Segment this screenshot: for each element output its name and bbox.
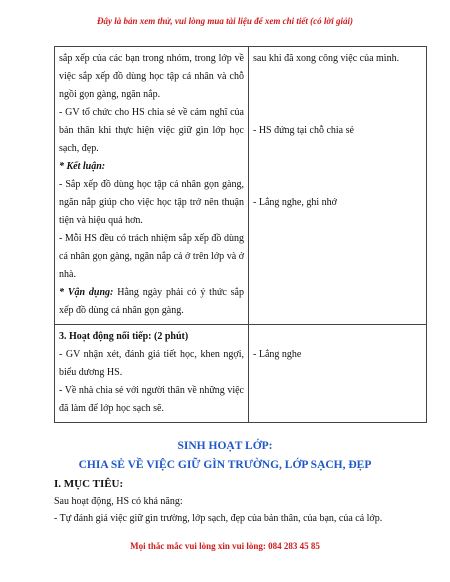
student-response: - Lắng nghe (253, 349, 302, 360)
section-title: SINH HOẠT LỚP: (177, 440, 273, 452)
student-activity-cell (249, 325, 427, 423)
apply-text: Hằng ngày phải có ý thức sắp xếp đồ dùng cá nhân gọn gàng. (59, 287, 244, 316)
conclusion-item: - Mỗi HS đều có trách nhiệm sắp xếp đồ dùng cá nhân gọn gàng, ngăn nắp cả ở trên lớp và ở nhà. (59, 233, 244, 280)
lesson-plan-table (54, 46, 427, 423)
table-row (55, 47, 427, 325)
body-text: - Tự đánh giá việc giữ gìn trường, lớp sạch, đẹp của bản thân, của bạn, của cả lớp. (54, 513, 383, 524)
student-activity-cell (249, 47, 427, 325)
activity-paragraph: - GV tổ chức cho HS chia sẻ về cảm nghĩ của bản thân khi thực hiện việc giữ gìn lớp học sạch, đẹp. (59, 107, 244, 154)
objectives-heading: I. MỤC TIÊU: (54, 478, 124, 490)
activity-title: 3. Hoạt động nối tiếp: (2 phút) (59, 331, 189, 342)
activity-paragraph: - Về nhà chia sẻ với người thân về những việc đã làm để lớp học sạch sẽ. (59, 385, 244, 414)
activity-paragraph: sắp xếp của các bạn trong nhóm, trong lớp về việc sắp xếp đồ dùng học tập cá nhân và chỗ ngồi gọn gàng, ngăn nắp. (59, 53, 244, 100)
preview-notice: Đây là bản xem thử, vui lòng mua tài liệu để xem chi tiết (có lời giải) (97, 16, 353, 26)
activity-paragraph: - GV nhận xét, đánh giá tiết học, khen ngợi, biểu dương HS. (59, 349, 244, 378)
student-response: - HS đứng tại chỗ chia sẻ (253, 125, 354, 136)
conclusion-label: * Kết luận: (59, 161, 106, 172)
apply-label: * Vận dụng: (59, 287, 114, 298)
student-response: sau khi đã xong công việc của mình. (253, 53, 400, 64)
section-subtitle: CHIA SẺ VỀ VIỆC GIỮ GÌN TRƯỜNG, LỚP SẠCH, ĐẸP (78, 459, 372, 471)
body-text: Sau hoạt động, HS có khả năng: (54, 496, 183, 507)
table-row (55, 325, 427, 423)
apply-paragraph (59, 284, 244, 320)
contact-notice: Mọi thắc mắc vui lòng xin vui lòng: 084 283 45 85 (130, 541, 320, 551)
student-response: - Lắng nghe, ghi nhớ (253, 197, 337, 208)
teacher-activity-cell (55, 325, 249, 423)
conclusion-item: - Sắp xếp đồ dùng học tập cá nhân gọn gàng, ngăn nắp giúp cho việc học tập trở nên thuận tiện và hiệu quả hơn. (59, 179, 244, 226)
teacher-activity-cell (55, 47, 249, 325)
